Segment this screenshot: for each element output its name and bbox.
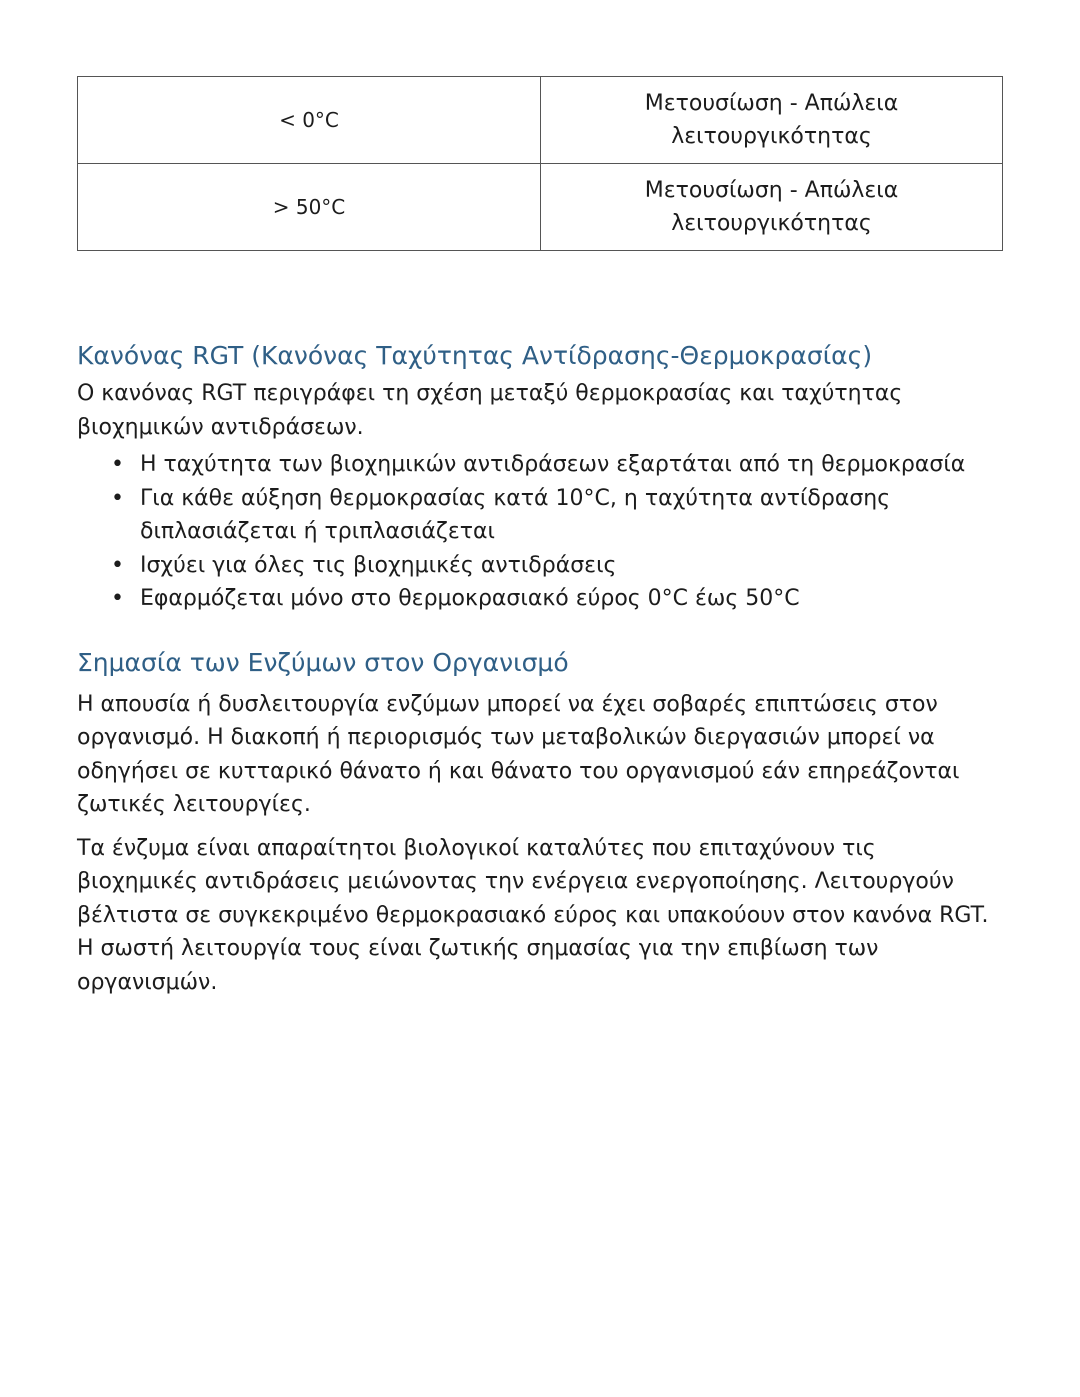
bullet-icon: • [111,586,124,611]
effect-text: Μετουσίωση - Απώλεια λειτουργικότητας [644,91,899,149]
bullet-icon: • [111,552,124,578]
table-row [78,77,1003,164]
importance-paragraph: Η απουσία ή δυσλειτουργία ενζύμων μπορεί να έχει σοβαρές επιπτώσεις στον οργανισμό. Η διακοπή ή περιορισμός των μεταβολικών διεργασιών μπορεί να οδηγήσει σε κυτταρικό θάνατο ή και θάνατο του οργανισμού εάν επηρεάζονται ζωτικές λειτουργίες. [77,691,960,817]
list-item-text: Η ταχύτητα των βιοχημικών αντιδράσεων εξαρτάται από τη θερμοκρασία [140,452,966,477]
rgt-bullet-list [77,448,1003,616]
effect-cell [541,164,1003,251]
bullet-icon: • [111,452,124,477]
list-item [77,482,1003,549]
rgt-heading: Κανόνας RGT (Κανόνας Ταχύτητας Αντίδρασης-Θερμοκρασίας) [77,341,873,370]
temperature-effects-table [77,76,1003,251]
list-item [77,448,1003,482]
list-item-text: Ισχύει για όλες τις βιοχημικές αντιδράσεις [140,552,617,578]
importance-heading: Σημασία των Ενζύμων στον Οργανισμό [77,647,569,677]
rgt-intro-paragraph: Ο κανόνας RGT περιγράφει τη σχέση μεταξύ θερμοκρασίας και ταχύτητας βιοχημικών αντιδράσεων. [77,381,903,440]
table-row [78,164,1003,251]
effect-text: Μετουσίωση - Απώλεια λειτουργικότητας [644,178,899,236]
list-item [77,549,1003,583]
list-item-text: Εφαρμόζεται μόνο στο θερμοκρασιακό εύρος 0°C έως 50°C [140,586,800,611]
effect-cell [541,77,1003,164]
bullet-icon: • [111,485,124,511]
temperature-cell: < 0°C [78,77,541,164]
list-item [77,582,1003,616]
temperature-cell: > 50°C [78,164,541,251]
importance-paragraph: Τα ένζυμα είναι απαραίτητοι βιολογικοί καταλύτες που επιταχύνουν τις βιοχημικές αντιδράσεις μειώνοντας την ενέργεια ενεργοποίησης. Λειτουργούν βέλτιστα σε συγκεκριμένο θερμοκρασιακό εύρος και υπακούουν στον κανόνα RGT. Η σωστή λειτουργία τους είναι ζωτικής σημασίας για την επιβίωση των οργανισμών. [77,835,989,995]
list-item-text: Για κάθε αύξηση θερμοκρασίας κατά 10°C, η ταχύτητα αντίδρασης διπλασιάζεται ή τριπλασιάζεται [140,485,891,544]
document-page [77,76,1003,999]
